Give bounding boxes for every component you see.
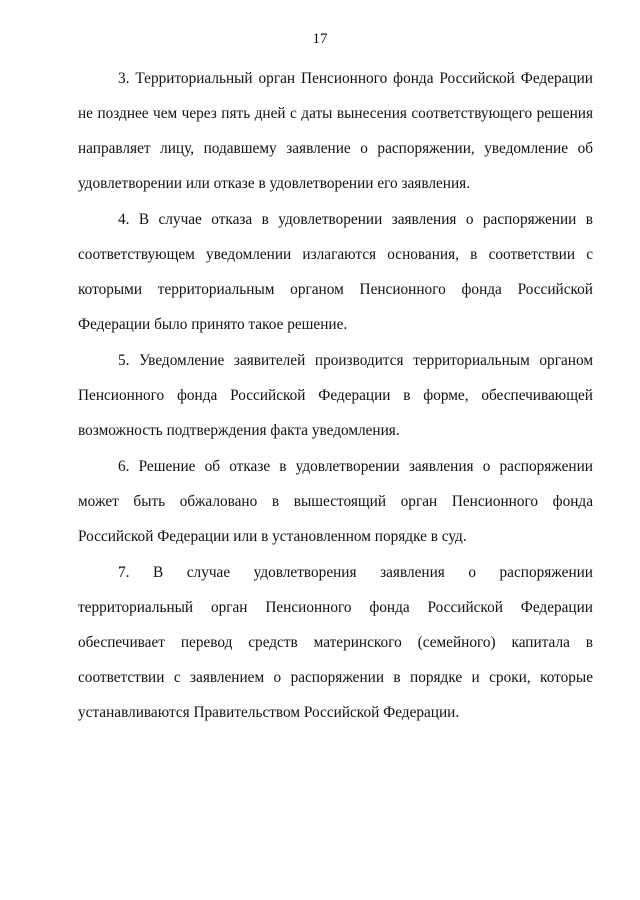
paragraph-3: 3. Территориальный орган Пенсионного фонда Российской Федерации не позднее чем через пять дней с даты вынесения соответствующего решения направляет лицу, подавшему заявление о распоряжении, уведомление об удовлетворении или отказе в удовлетворении его заявления. bbox=[78, 70, 593, 192]
page-number: 17 bbox=[312, 31, 328, 47]
paragraph-7: 7. В случае удовлетворения заявления о распоряжении территориальный орган Пенсионного фонда Российской Федерации обеспечивает перевод средств материнского (семейного) капитала в соответствии с заявлением о распоряжении в порядке и сроки, которые устанавливаются Правительством Российской Федерации. bbox=[78, 564, 593, 721]
paragraph-4: 4. В случае отказа в удовлетворении заявления о распоряжении в соответствующем уведомлении излагаются основания, в соответствии с которыми территориальным органом Пенсионного фонда Российской Федерации было принято такое решение. bbox=[78, 211, 593, 333]
paragraph-5: 5. Уведомление заявителей производится территориальным органом Пенсионного фонда Российской Федерации в форме, обеспечивающей возможность подтверждения факта уведомления. bbox=[78, 352, 593, 439]
paragraph-6: 6. Решение об отказе в удовлетворении заявления о распоряжении может быть обжаловано в вышестоящий орган Пенсионного фонда Российской Федерации или в установленном порядке в суд. bbox=[78, 458, 593, 545]
document-body bbox=[78, 61, 593, 731]
